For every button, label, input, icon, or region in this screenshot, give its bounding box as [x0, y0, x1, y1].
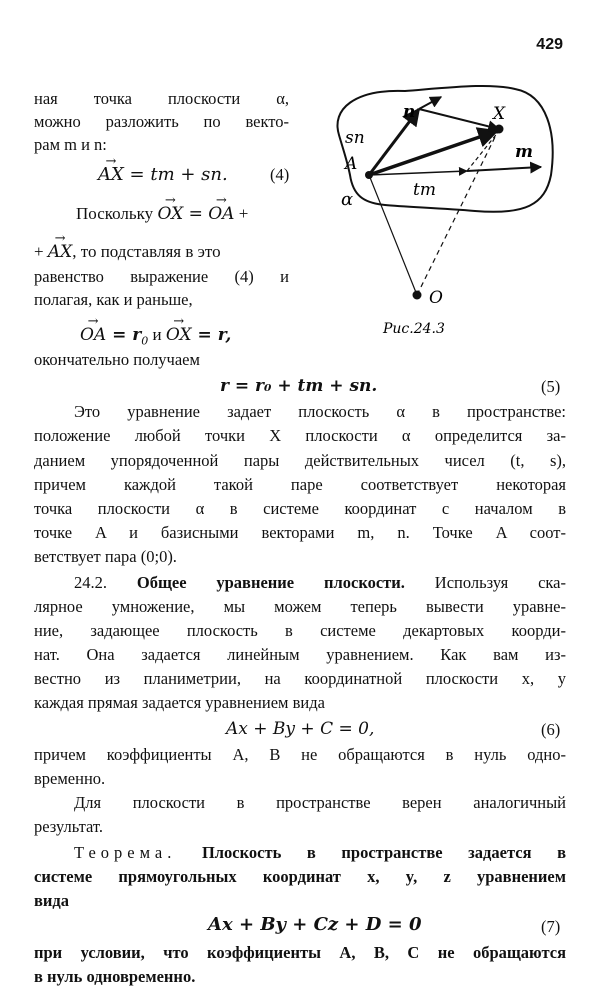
theorem-text-1: Плоскость в пространстве задается в	[201, 843, 567, 862]
paragraph-4-line-1: Для плоскости в пространстве верен аналогичный	[74, 793, 566, 812]
section-heading-rest: Используя ска-	[434, 573, 567, 592]
point-o	[413, 291, 422, 300]
paragraph-1-line-5: точка плоскости α в системе координат с началом в	[34, 499, 566, 518]
column-line-2: можно разложить по векто-	[34, 112, 289, 131]
plus-lead: +	[34, 242, 48, 261]
equation-7: Ax + By + Cz + D = 0	[208, 914, 422, 935]
vector-oa: → OA	[208, 202, 234, 226]
label-alpha: α	[341, 189, 354, 210]
paragraph-2-line-1: лярное умножение, мы можем теперь вывести уравне-	[34, 597, 566, 616]
figure-caption: Рис.24.3	[383, 321, 445, 337]
paragraph-1-line-1: Это уравнение задает плоскость α в пространстве:	[74, 402, 566, 421]
paragraph-1-line-3: данием упорядоченной пары действительных чисел (t, s),	[34, 451, 566, 470]
section-heading-line	[74, 571, 566, 595]
vector-ax-2: → AX	[48, 240, 72, 264]
paragraph-2-line-2: ние, задающее плоскость в системе декартовых коорди-	[34, 621, 566, 640]
label-tm: tm	[413, 180, 436, 200]
column-line-4: равенство выражение (4) и	[34, 267, 289, 286]
equation-4-number: (4)	[270, 165, 290, 184]
vector-ox-2: → OX	[166, 323, 192, 347]
label-o: O	[429, 288, 443, 308]
label-a: A	[345, 154, 358, 174]
paragraph-1-line-4: причем каждой такой паре соответствует некоторая	[34, 475, 566, 494]
equation-6-number: (6)	[541, 720, 561, 739]
column-line-1: ная точка плоскости α,	[34, 89, 289, 108]
column-line-3: рам m и n:	[34, 135, 107, 154]
equation-6: Ax + By + C = 0,	[226, 719, 375, 739]
equation-5: r = r₀ + tm + sn.	[220, 376, 378, 396]
vector-oa-2: → OA	[80, 323, 106, 347]
paragraph-2-line-3: нат. Она задается линейным уравнением. Как вам из-	[34, 645, 566, 664]
point-x	[495, 125, 504, 134]
final-line: окончательно получаем	[34, 350, 200, 369]
equation-7-number: (7)	[541, 917, 561, 936]
line-nx	[419, 109, 499, 129]
theorem-label: Теорема.	[74, 843, 177, 862]
poskolku-word: Поскольку	[76, 204, 158, 223]
label-m: m	[515, 142, 533, 162]
vector-n-arrow	[419, 97, 441, 109]
theorem-line-1	[74, 841, 566, 865]
paragraph-1-line-7: ветствует пара (0;0).	[34, 547, 177, 566]
oa-eq-r: = r	[106, 325, 142, 345]
label-n: n	[403, 102, 416, 122]
column-line-5: полагая, как и раньше,	[34, 290, 193, 309]
theorem-end-line-2: в нуль одновременно.	[34, 967, 196, 986]
vector-m-arrow	[467, 167, 541, 171]
plus-sign: +	[234, 204, 249, 223]
vector-ax: → AX	[98, 163, 124, 187]
page-number: 429	[536, 36, 563, 53]
section-title: Общее уравнение плоскости.	[136, 573, 405, 592]
r-subscript: 0	[141, 334, 149, 348]
point-a	[365, 171, 373, 179]
equation-4-rhs: = tm + sn.	[123, 164, 228, 185]
figure-24-3	[325, 75, 560, 350]
section-number: 24.2.	[74, 573, 107, 592]
line-oa	[369, 175, 417, 295]
equals-sign: =	[183, 204, 209, 224]
vector-ax-arrow	[369, 131, 497, 175]
theorem-line-2: системе прямоугольных координат x, y, z уравнением	[34, 867, 566, 886]
plus-ax-line	[34, 240, 289, 264]
paragraph-3-line-1: причем коэффициенты A, B не обращаются в нуль одно-	[34, 745, 566, 764]
paragraph-2-line-4: вестно из планиметрии, на координатной плоскости x, y	[34, 669, 566, 688]
paragraph-3-line-2: временно.	[34, 769, 106, 788]
poskolku-line	[76, 202, 248, 226]
label-sn: sn	[345, 128, 365, 148]
paragraph-1-line-6: точке A и базисными векторами m, n. Точке A соот-	[34, 523, 566, 542]
paragraph-4-line-2: результат.	[34, 817, 104, 836]
theorem-end-line-1: при условии, что коэффициенты A, B, C не обращаются	[34, 943, 566, 962]
equation-4	[98, 162, 228, 187]
plus-ax-rest: , то подставляя в это	[72, 242, 221, 261]
paragraph-1-line-2: положение любой точки X плоскости α определится за-	[34, 426, 566, 445]
paragraph-2-line-5: каждая прямая задается уравнением вида	[34, 693, 325, 712]
equation-5-number: (5)	[541, 377, 561, 396]
theorem-line-3: вида	[34, 891, 70, 910]
vector-ox: → OX	[157, 202, 183, 226]
ox-eq-r: = r,	[191, 325, 232, 345]
and-word: и	[148, 325, 166, 344]
label-x: X	[493, 104, 506, 124]
